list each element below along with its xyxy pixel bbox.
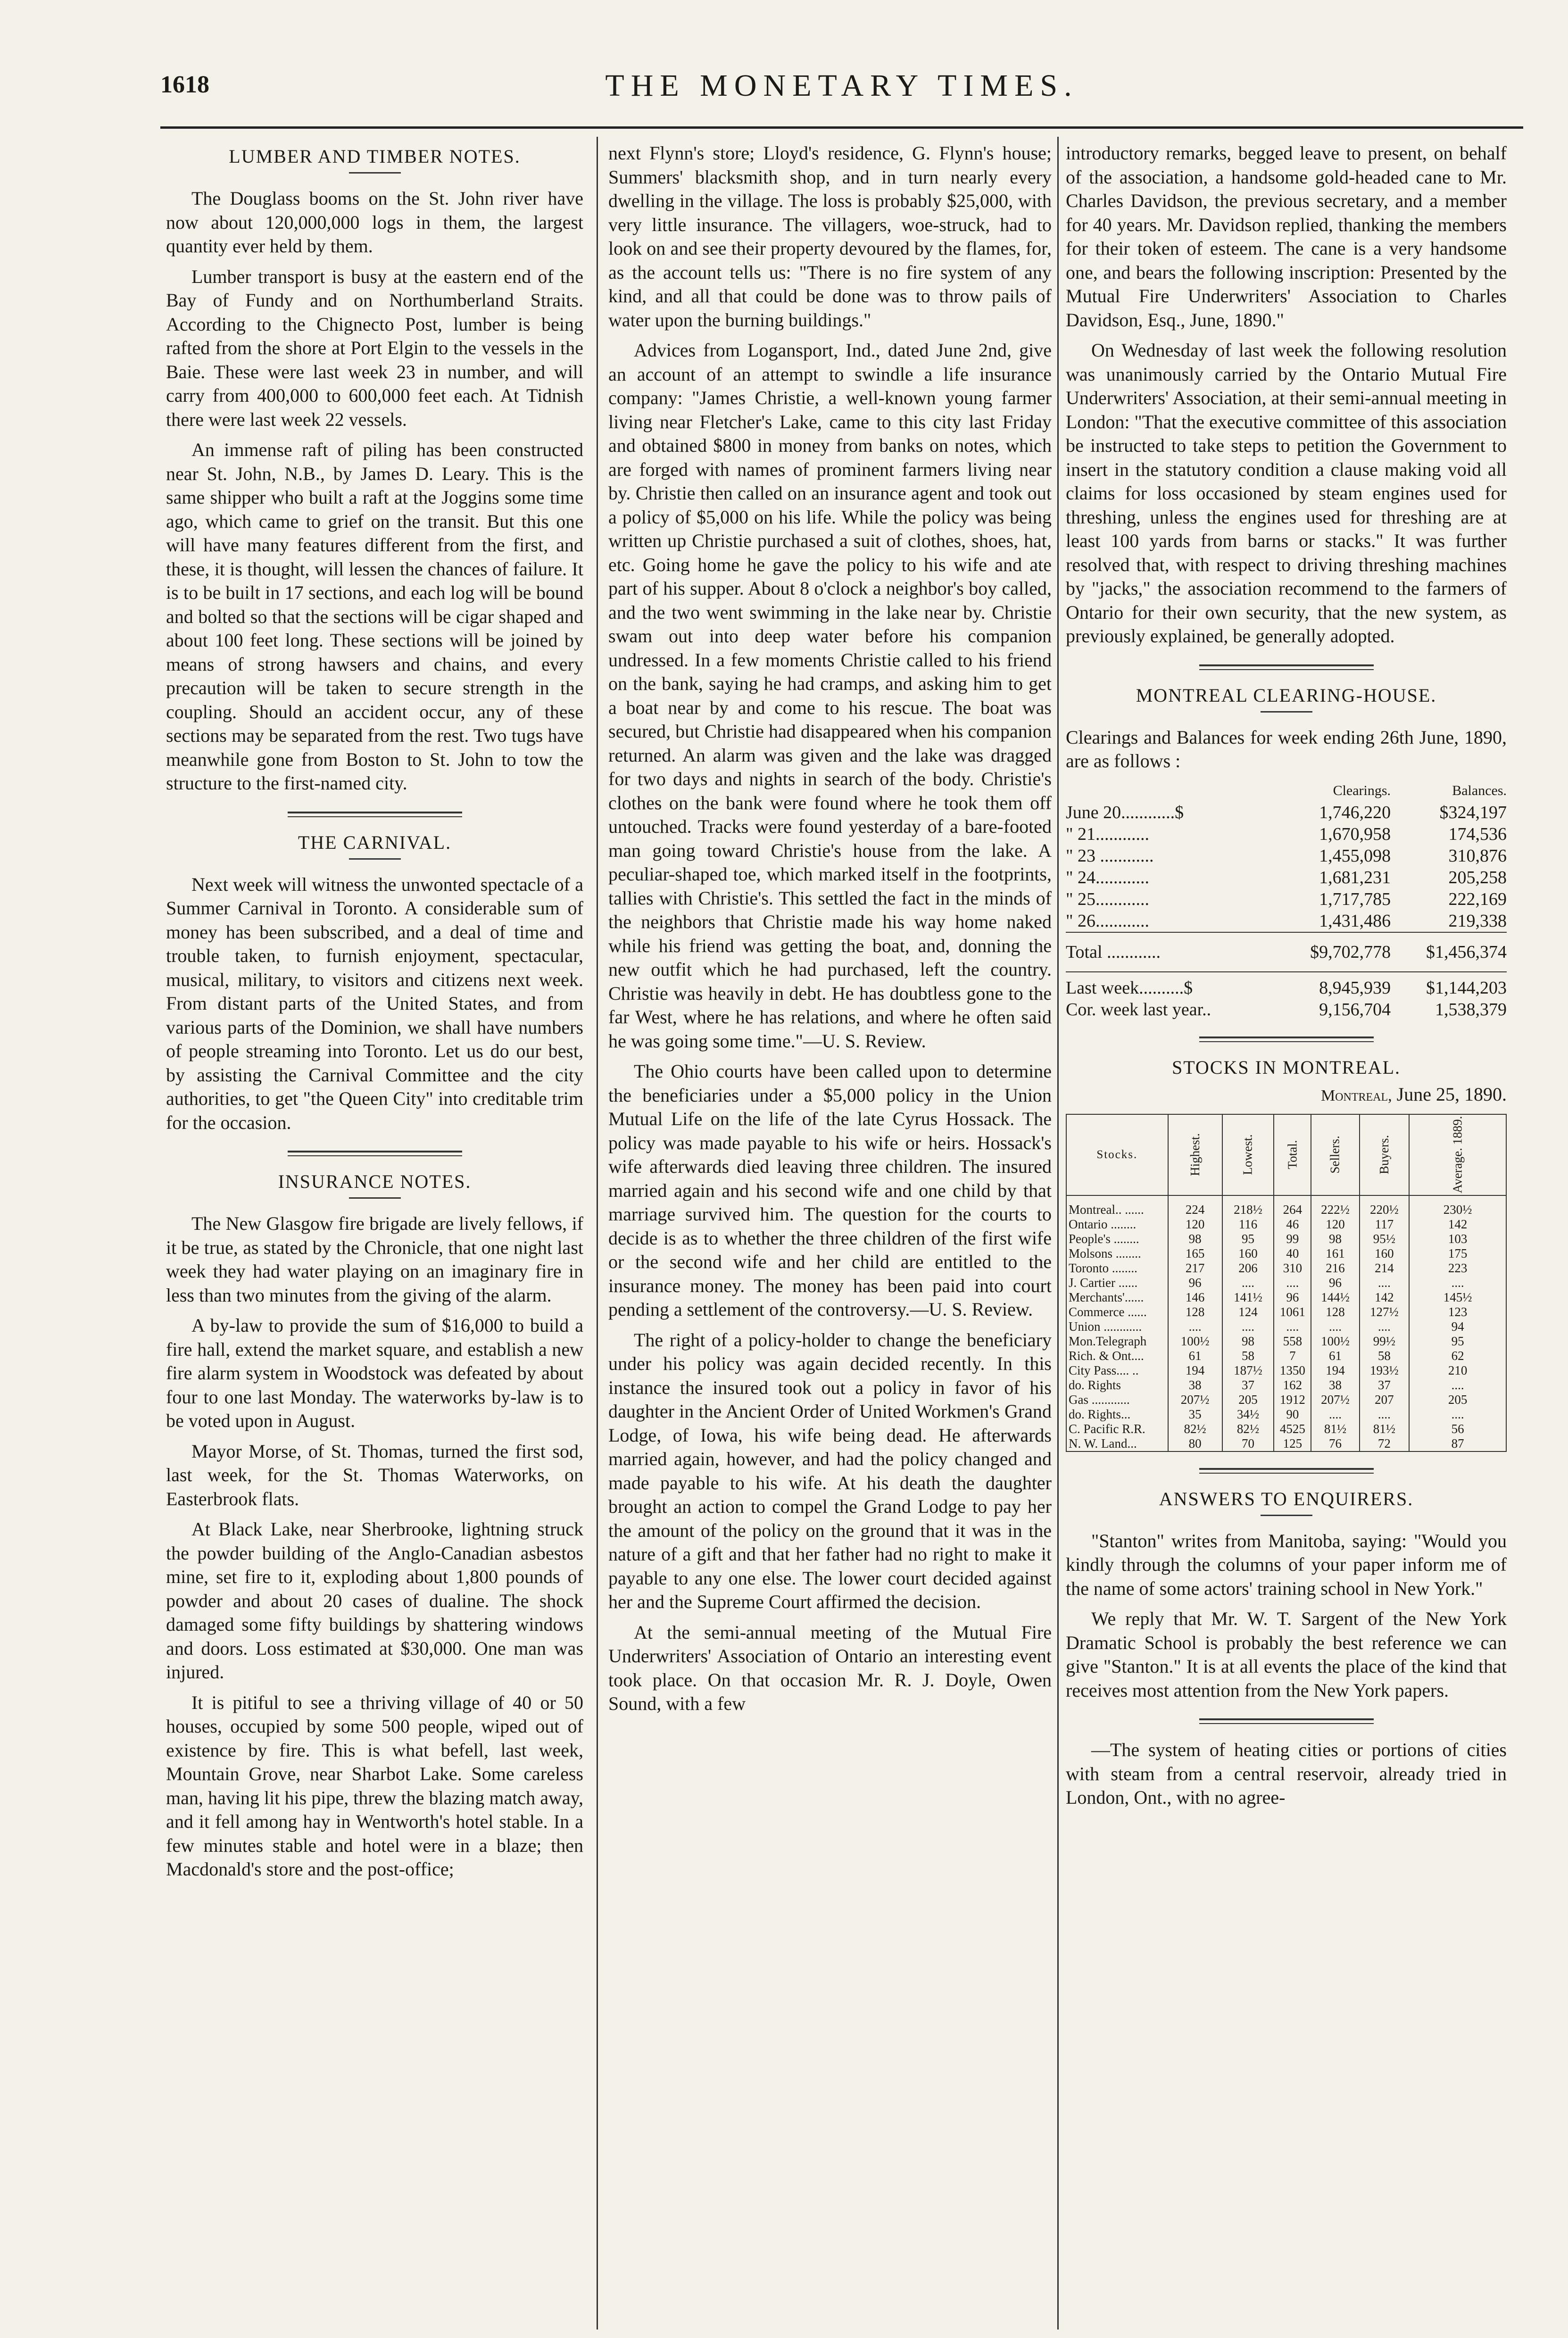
title-rule <box>349 858 401 860</box>
balances-header: Balances. <box>1452 782 1507 798</box>
clearings-header: Clearings. <box>1333 782 1391 798</box>
stock-value: 220½ <box>1360 1195 1410 1217</box>
column-2 <box>608 141 1052 2320</box>
stock-value: 80 <box>1168 1436 1222 1451</box>
stock-value: 95½ <box>1360 1232 1410 1246</box>
article-paragraph: The New Glasgow fire brigade are lively fellows, if it be true, as stated by the Chronicle, that one night last week they had water playing on an imaginary fire in less than two minutes from the giving of the alarm. <box>166 1213 583 1306</box>
section-divider <box>1199 1718 1374 1724</box>
stocks-row <box>1066 1195 1506 1217</box>
stock-value: 7 <box>1274 1349 1311 1363</box>
stock-value: 34½ <box>1222 1407 1274 1422</box>
stock-value: 96 <box>1274 1290 1311 1305</box>
stock-value: 128 <box>1311 1305 1359 1319</box>
stock-value: 162 <box>1274 1378 1311 1393</box>
stock-value: .... <box>1274 1276 1311 1290</box>
stock-value: 58 <box>1360 1349 1410 1363</box>
stocks-column-header-label: Buyers. <box>1377 1135 1391 1175</box>
section-title-stocks: STOCKS IN MONTREAL. <box>1171 1056 1401 1078</box>
stock-value: 95 <box>1409 1334 1506 1349</box>
section-divider <box>288 1151 462 1156</box>
stock-name: Montreal.. ...... <box>1066 1195 1168 1217</box>
stocks-name-header: Stocks. <box>1066 1114 1168 1195</box>
stocks-column-header <box>1274 1114 1311 1195</box>
balance-value: $1,456,374 <box>1391 932 1507 972</box>
article-paragraph: The right of a policy-holder to change the beneficiary under his policy was again decided recently. In this instance the insured took out a policy in favor of his daughter in the Ancient Order of United Workmen's Grand Lodge, of Iowa, his wife being dead. He afterwards married again, however, and had the policy changed and made payable to his wife. At his death the daughter brought an action to compel the Grand Lodge to pay her the amount of the policy on the ground that it was in the nature of a gift and that her father had no right to make it payable to any one else. The lower court decided against her and the Supreme Court affirmed the decision. <box>608 1329 1052 1612</box>
running-head <box>160 68 1523 108</box>
balance-value: 205,258 <box>1448 867 1507 887</box>
stocks-row <box>1066 1436 1506 1451</box>
stocks-row <box>1066 1217 1506 1232</box>
stock-value: 96 <box>1168 1276 1222 1290</box>
stock-value: 125 <box>1274 1436 1311 1451</box>
stocks-row <box>1066 1349 1506 1363</box>
stock-value: 194 <box>1311 1363 1359 1378</box>
stock-value: 95 <box>1222 1232 1274 1246</box>
stock-value: 82½ <box>1168 1422 1222 1436</box>
stock-name: do. Rights <box>1066 1378 1168 1393</box>
stock-value: .... <box>1311 1319 1359 1334</box>
stock-value: 206 <box>1222 1261 1274 1276</box>
clearing-value: 9,156,704 <box>1319 999 1391 1020</box>
clearing-row <box>1066 802 1507 823</box>
clearing-last-week-row <box>1066 972 1507 999</box>
clearing-label: " 23 ............ <box>1066 846 1154 866</box>
column-divider <box>597 137 598 2330</box>
section-title-carnival: THE CARNIVAL. <box>298 831 452 853</box>
article-paragraph: Lumber transport is busy at the eastern end of the Bay of Fundy and on Northumberland Straits. According to the Chignecto Post, lumber is being rafted from the shore at Port Elgin to the vessels in the Baie. These were last week 23 in number, and will carry from 400,000 to 600,000 feet each. At Tidnish there were last week 22 vessels. <box>166 265 583 430</box>
stock-value: 61 <box>1311 1349 1359 1363</box>
stock-name: J. Cartier ...... <box>1066 1276 1168 1290</box>
clearing-value: 1,717,785 <box>1319 889 1391 909</box>
stock-name: Gas ............ <box>1066 1393 1168 1407</box>
stock-value: 1350 <box>1274 1363 1311 1378</box>
stock-value: 100½ <box>1311 1334 1359 1349</box>
column-1 <box>166 141 583 2320</box>
stock-value: 223 <box>1409 1261 1506 1276</box>
stock-value: 194 <box>1168 1363 1222 1378</box>
title-rule <box>1261 711 1312 713</box>
stock-value: 207½ <box>1311 1393 1359 1407</box>
stock-value: 72 <box>1360 1436 1410 1451</box>
stock-value: 1912 <box>1274 1393 1311 1407</box>
clearing-row <box>1066 845 1507 867</box>
article-paragraph: On Wednesday of last week the following resolution was unanimously carried by the Ontario Mutual Fire Underwriters' Association, at their semi-annual meeting in London: "That the executive committee of this association be instructed to take steps to petition the Government to insert in the statutory condition a clause making void all claims for loss occasioned by steam engines used for threshing, unless the engines used for threshing are at least 100 yards from barns or stacks." It was further resolved that, with respect to driving threshing machines by "jacks," the association recommend to the farmers of Ontario for their own security, that the new system, as previously explained, be generally adopted. <box>1066 340 1507 647</box>
stocks-column-header-label: Lowest. <box>1240 1134 1255 1175</box>
stock-value: 187½ <box>1222 1363 1274 1378</box>
stock-value: 310 <box>1274 1261 1311 1276</box>
stocks-column-header <box>1409 1114 1506 1195</box>
stock-value: 165 <box>1168 1246 1222 1261</box>
article-paragraph: The Ohio courts have been called upon to determine the beneficiaries under a $5,000 policy in the Union Mutual Life on the life of the late Cyrus Hossack. The policy was made payable to his wife or heirs. Hossack's wife afterwards died leaving three children. The insured married again and his second wife and one child by that marriage survived him. The question for the courts to decide is as to whether the three children of the first wife or the second wife and her child are entitled to the insurance money. The money has been paid into court pending a settlement of the controversy.—U. S. Review. <box>608 1061 1052 1320</box>
stock-value: 142 <box>1409 1217 1506 1232</box>
stock-value: .... <box>1274 1319 1311 1334</box>
article-paragraph: At the semi-annual meeting of the Mutual Fire Underwriters' Association of Ontario an interesting event took place. On that occasion Mr. R. J. Doyle, Owen Sound, with a few <box>608 1621 1052 1714</box>
stocks-row <box>1066 1232 1506 1246</box>
title-rule <box>349 1197 401 1199</box>
stock-value: 218½ <box>1222 1195 1274 1217</box>
stock-value: 224 <box>1168 1195 1222 1217</box>
stock-value: .... <box>1311 1407 1359 1422</box>
stocks-row <box>1066 1261 1506 1276</box>
stock-value: 90 <box>1274 1407 1311 1422</box>
stock-value: 146 <box>1168 1290 1222 1305</box>
title-rule <box>1261 1515 1312 1516</box>
stock-value: 98 <box>1311 1232 1359 1246</box>
clearing-value: 1,670,958 <box>1319 824 1391 844</box>
clearing-label: " 26............ <box>1066 911 1150 931</box>
header-rule <box>160 126 1523 129</box>
stock-value: .... <box>1222 1276 1274 1290</box>
stock-value: 124 <box>1222 1305 1274 1319</box>
stock-value: 120 <box>1311 1217 1359 1232</box>
stock-value: 193½ <box>1360 1363 1410 1378</box>
column-3 <box>1066 141 1507 2320</box>
balance-value: $1,144,203 <box>1391 972 1507 999</box>
stocks-row <box>1066 1407 1506 1422</box>
stocks-row <box>1066 1422 1506 1436</box>
section-divider <box>288 812 462 817</box>
stock-value: 40 <box>1274 1246 1311 1261</box>
clearing-value: 8,945,939 <box>1275 972 1391 999</box>
stocks-row <box>1066 1290 1506 1305</box>
article-paragraph: An immense raft of piling has been constructed near St. John, N.B., by James D. Leary. This is the same shipper who built a raft at the Joggins some time ago, which came to grief on the transit. But this one will have many features different from the first, and these, it is thought, will lessen the chances of failure. It is to be built in 17 sections, and each log will be bound and bolted so that the sections will be cigar shaped and about 100 feet long. These sections will be joined by means of strong hawsers and chains, and every precaution will be taken to secure strength in the coupling. Should an accident occur, any of these sections may be separated from the rest. Two tugs have meanwhile gone from Boston to St. John to tow the structure to the first-named city. <box>166 439 583 794</box>
stock-value: 70 <box>1222 1436 1274 1451</box>
article-paragraph: A by-law to provide the sum of $16,000 to build a fire hall, extend the market square, and establish a new fire alarm system in Woodstock was defeated by about four to one last Monday. The waterworks by-law is to be voted upon in August. <box>166 1315 583 1431</box>
clearing-value: 1,681,231 <box>1319 867 1391 887</box>
stock-value: .... <box>1409 1378 1506 1393</box>
stocks-column-header-label: Highest. <box>1187 1133 1202 1176</box>
article-paragraph: —The system of heating cities or portions of cities with steam from a central reservoir, already tried in London, Ont., with no agree- <box>1066 1739 1507 1808</box>
column-divider <box>1057 137 1059 2330</box>
stock-value: 87 <box>1409 1436 1506 1451</box>
article-paragraph: introductory remarks, begged leave to present, on behalf of the association, a handsome gold-headed cane to Mr. Charles Davidson, the previous secretary, and a member for 40 years. Mr. Davidson replied, thanking the members for their token of esteem. The cane is a very handsome one, and bears the following inscription: Presented by the Mutual Fire Underwriters' Association to Charles Davidson, Esq., June, 1890." <box>1066 142 1507 331</box>
stock-value: 205 <box>1222 1393 1274 1407</box>
stock-value: 230½ <box>1409 1195 1506 1217</box>
stock-name: Rich. & Ont.... <box>1066 1349 1168 1363</box>
clearing-value: 1,746,220 <box>1319 802 1391 822</box>
article-paragraph: Next week will witness the unwonted spectacle of a Summer Carnival in Toronto. A considerable sum of money has been subscribed, and a deal of time and trouble taken, to furnish enjoyment, spectacular, musical, military, to visitors and citizens next week. From distant parts of the United States, and from various parts of the Dominion, we shall have numbers of people streaming into Toronto. Let us do our best, by assisting the Carnival Committee and the city authorities, to get "the Queen City" into creditable trim for the occasion. <box>166 873 583 1133</box>
clearing-table <box>1066 780 1507 1020</box>
balance-value: $324,197 <box>1439 802 1507 822</box>
clearing-row <box>1066 867 1507 888</box>
stocks-column-header-label: Sellers. <box>1327 1136 1342 1174</box>
balance-value: 1,538,379 <box>1435 999 1507 1020</box>
stock-value: 120 <box>1168 1217 1222 1232</box>
stock-value: 207 <box>1360 1393 1410 1407</box>
stock-value: 81½ <box>1311 1422 1359 1436</box>
clearing-intro: Clearings and Balances for week ending 26th June, 1890, are as follows : <box>1066 726 1507 771</box>
stock-value: 58 <box>1222 1349 1274 1363</box>
stock-value: 160 <box>1360 1246 1410 1261</box>
stock-name: Union ............ <box>1066 1319 1168 1334</box>
stock-value: 98 <box>1222 1334 1274 1349</box>
stock-value: 82½ <box>1222 1422 1274 1436</box>
stock-value: 216 <box>1311 1261 1359 1276</box>
stocks-row <box>1066 1334 1506 1349</box>
stock-value: 128 <box>1168 1305 1222 1319</box>
stock-value: .... <box>1409 1407 1506 1422</box>
stocks-table <box>1066 1114 1507 1452</box>
stocks-column-header <box>1360 1114 1410 1195</box>
balance-value: 310,876 <box>1448 846 1507 866</box>
stock-value: .... <box>1409 1276 1506 1290</box>
stock-value: 4525 <box>1274 1422 1311 1436</box>
stock-name: N. W. Land... <box>1066 1436 1168 1451</box>
stocks-column-header <box>1168 1114 1222 1195</box>
title-rule <box>349 172 401 174</box>
stock-value: 144½ <box>1311 1290 1359 1305</box>
stock-name: City Pass.... .. <box>1066 1363 1168 1378</box>
stock-value: 61 <box>1168 1349 1222 1363</box>
stock-name: Merchants'...... <box>1066 1290 1168 1305</box>
stock-name: Molsons ........ <box>1066 1246 1168 1261</box>
stock-value: 35 <box>1168 1407 1222 1422</box>
article-paragraph: Mayor Morse, of St. Thomas, turned the first sod, last week, for the St. Thomas Waterworks, on Easterbrook flats. <box>166 1440 583 1509</box>
stocks-row <box>1066 1378 1506 1393</box>
stock-value: 103 <box>1409 1232 1506 1246</box>
article-paragraph: next Flynn's store; Lloyd's residence, G. Flynn's house; Summers' blacksmith shop, and in turn nearly every dwelling in the village. The loss is probably $25,000, with very little insurance. The villagers, woe-struck, had to look on and see their property devoured by the flames, for, as the account tells us: "There is no fire system of any kind, and all that could be done was to throw pails of water upon the burning buildings." <box>608 142 1052 331</box>
stock-name: Mon.Telegraph <box>1066 1334 1168 1349</box>
stocks-header-row <box>1066 1114 1506 1195</box>
stock-name: C. Pacific R.R. <box>1066 1422 1168 1436</box>
journal-title: THE MONETARY TIMES. <box>605 68 1079 103</box>
stock-value: 100½ <box>1168 1334 1222 1349</box>
article-paragraph: At Black Lake, near Sherbrooke, lightning struck the powder building of the Anglo-Canadian asbestos mine, set fire to it, exploding about 1,800 pounds of powder and about 20 cases of dualine. The shock damaged some fifty buildings by shattering windows and doors. Loss estimated at $30,000. One man was injured. <box>166 1518 583 1683</box>
stocks-column-header <box>1311 1114 1359 1195</box>
stock-value: 217 <box>1168 1261 1222 1276</box>
clearing-cor-week-row <box>1066 999 1507 1020</box>
clearing-row <box>1066 823 1507 845</box>
stock-value: 175 <box>1409 1246 1506 1261</box>
stock-value: 160 <box>1222 1246 1274 1261</box>
stocks-row <box>1066 1393 1506 1407</box>
stock-value: 99½ <box>1360 1334 1410 1349</box>
section-title-clearing-house: MONTREAL CLEARING-HOUSE. <box>1136 684 1437 706</box>
clearing-header-row <box>1066 780 1507 802</box>
stock-name: Toronto ........ <box>1066 1261 1168 1276</box>
stock-value: 1061 <box>1274 1305 1311 1319</box>
article-paragraph: We reply that Mr. W. T. Sargent of the New York Dramatic School is probably the best reference we can give "Stanton." It is at all events the place of the kind that receives most attention from the New York papers. <box>1066 1608 1507 1701</box>
stock-value: .... <box>1360 1407 1410 1422</box>
balance-value: 174,536 <box>1448 824 1507 844</box>
stocks-row <box>1066 1319 1506 1334</box>
stock-value: .... <box>1168 1319 1222 1334</box>
clearing-value: $9,702,778 <box>1275 932 1391 972</box>
clearing-row <box>1066 888 1507 910</box>
stock-value: 98 <box>1168 1232 1222 1246</box>
clearing-label: Last week..........$ <box>1066 972 1275 999</box>
stocks-row <box>1066 1305 1506 1319</box>
clearing-label: " 25............ <box>1066 889 1150 909</box>
stock-value: 145½ <box>1409 1290 1506 1305</box>
stock-name: do. Rights... <box>1066 1407 1168 1422</box>
stock-value: 94 <box>1409 1319 1506 1334</box>
stocks-row <box>1066 1276 1506 1290</box>
article-paragraph: It is pitiful to see a thriving village of 40 or 50 houses, occupied by some 500 people, wiped out of existence by fire. This is what befell, last week, Mountain Grove, near Sharbot Lake. Some careless man, having lit his pipe, threw the blazing match away, and it fell among hay in Wentworth's hotel stable. In a few minutes stable and hotel were in a blaze; then Macdonald's store and the post-office; <box>166 1691 583 1880</box>
balance-value: 219,338 <box>1448 911 1507 931</box>
stocks-date <box>1066 1083 1507 1105</box>
stock-value: 123 <box>1409 1305 1506 1319</box>
stock-value: .... <box>1360 1319 1410 1334</box>
stocks-column-header <box>1222 1114 1274 1195</box>
clearing-label: Cor. week last year.. <box>1066 999 1211 1020</box>
stock-value: 205 <box>1409 1393 1506 1407</box>
stock-value: 76 <box>1311 1436 1359 1451</box>
clearing-label: " 24............ <box>1066 867 1150 887</box>
stock-value: 142 <box>1360 1290 1410 1305</box>
stock-value: 56 <box>1409 1422 1506 1436</box>
section-divider <box>1199 664 1374 670</box>
stock-value: 46 <box>1274 1217 1311 1232</box>
stock-value: 214 <box>1360 1261 1410 1276</box>
stock-value: 117 <box>1360 1217 1410 1232</box>
stock-value: 81½ <box>1360 1422 1410 1436</box>
stock-value: 99 <box>1274 1232 1311 1246</box>
article-paragraph: "Stanton" writes from Manitoba, saying: "Would you kindly through the columns of your paper inform me of the name of some actors' training school in New York." <box>1066 1530 1507 1599</box>
clearing-label: " 21............ <box>1066 824 1150 844</box>
section-title-lumber: LUMBER AND TIMBER NOTES. <box>229 146 521 167</box>
stock-value: 207½ <box>1168 1393 1222 1407</box>
article-paragraph: Advices from Logansport, Ind., dated June 2nd, give an account of an attempt to swindle a life insurance company: "James Christie, a well-known young farmer living near Fletcher's Lake, came to this city last Friday and obtained $800 in money from banks on notes, which are forged with names of prominent farmers living near by. Christie then called on an insurance agent and took out a policy of $5,000 on his life. While the policy was being written up Christie purchased a suit of clothes, shoes, hat, etc. Going home he gave the policy to his wife and ate part of his supper. About 8 o'clock a neighbor's boy called, and the two went swimming in the lake near by. Christie swam out into deep water before his companion undressed. In a few moments Christie called to his friend on the bank, saying he had cramps, and asking him to get a boat near by and come to his rescue. The boat was secured, but Christie had disappeared when his companion returned. An alarm was given and the lake was dragged for two days and nights in search of the body. Christie's clothes on the bank were found where he took them off untouched. Tracks were found yesterday of a bare-footed man going toward Christie's house from the lake. A peculiar-shaped toe, which marked itself in the footprints, tallies with Christie's. This settled the fact in the minds of the neighbors that Christie made his way home naked while his friend was getting the boat, and, donning the new outfit which he had purchased, left the country. Christie was heavily in debt. He has doubtless gone to the far West, where he has relations, and where he often said he was going some time."—U. S. Review. <box>608 340 1052 1052</box>
stock-value: 210 <box>1409 1363 1506 1378</box>
stock-value: 558 <box>1274 1334 1311 1349</box>
page-number: 1618 <box>160 71 209 98</box>
section-divider <box>1199 1468 1374 1474</box>
clearing-row <box>1066 910 1507 932</box>
section-divider <box>1199 1036 1374 1042</box>
clearing-total-row <box>1066 932 1507 972</box>
stock-name: People's ........ <box>1066 1232 1168 1246</box>
stock-value: 96 <box>1311 1276 1359 1290</box>
stock-value: 37 <box>1222 1378 1274 1393</box>
clearing-value: 1,431,486 <box>1319 911 1391 931</box>
clearing-value: 1,455,098 <box>1319 846 1391 866</box>
stocks-row <box>1066 1363 1506 1378</box>
stocks-row <box>1066 1246 1506 1261</box>
stock-name: Commerce ...... <box>1066 1305 1168 1319</box>
stocks-column-header-label: Total. <box>1285 1140 1300 1169</box>
stock-value: .... <box>1360 1276 1410 1290</box>
stocks-column-header-label: Average. 1889. <box>1450 1116 1465 1194</box>
stock-value: 62 <box>1409 1349 1506 1363</box>
stock-value: 127½ <box>1360 1305 1410 1319</box>
stock-value: 141½ <box>1222 1290 1274 1305</box>
article-paragraph: The Douglass booms on the St. John river have now about 120,000,000 logs in them, the largest quantity ever held by them. <box>166 188 583 257</box>
stock-value: .... <box>1222 1319 1274 1334</box>
stock-value: 38 <box>1168 1378 1222 1393</box>
stocks-date-value: June 25, 1890. <box>1396 1083 1507 1105</box>
stock-value: 222½ <box>1311 1195 1359 1217</box>
section-title-insurance: INSURANCE NOTES. <box>278 1171 472 1192</box>
stock-value: 37 <box>1360 1378 1410 1393</box>
stock-value: 38 <box>1311 1378 1359 1393</box>
clearing-label: Total ............ <box>1066 932 1275 972</box>
stock-name: Ontario ........ <box>1066 1217 1168 1232</box>
clearing-label: June 20............$ <box>1066 802 1184 822</box>
stock-value: 161 <box>1311 1246 1359 1261</box>
stock-value: 116 <box>1222 1217 1274 1232</box>
stock-value: 264 <box>1274 1195 1311 1217</box>
stocks-date-prefix: Montreal, <box>1320 1086 1392 1104</box>
balance-value: 222,169 <box>1448 889 1507 909</box>
section-title-answers: ANSWERS TO ENQUIRERS. <box>1159 1488 1414 1509</box>
